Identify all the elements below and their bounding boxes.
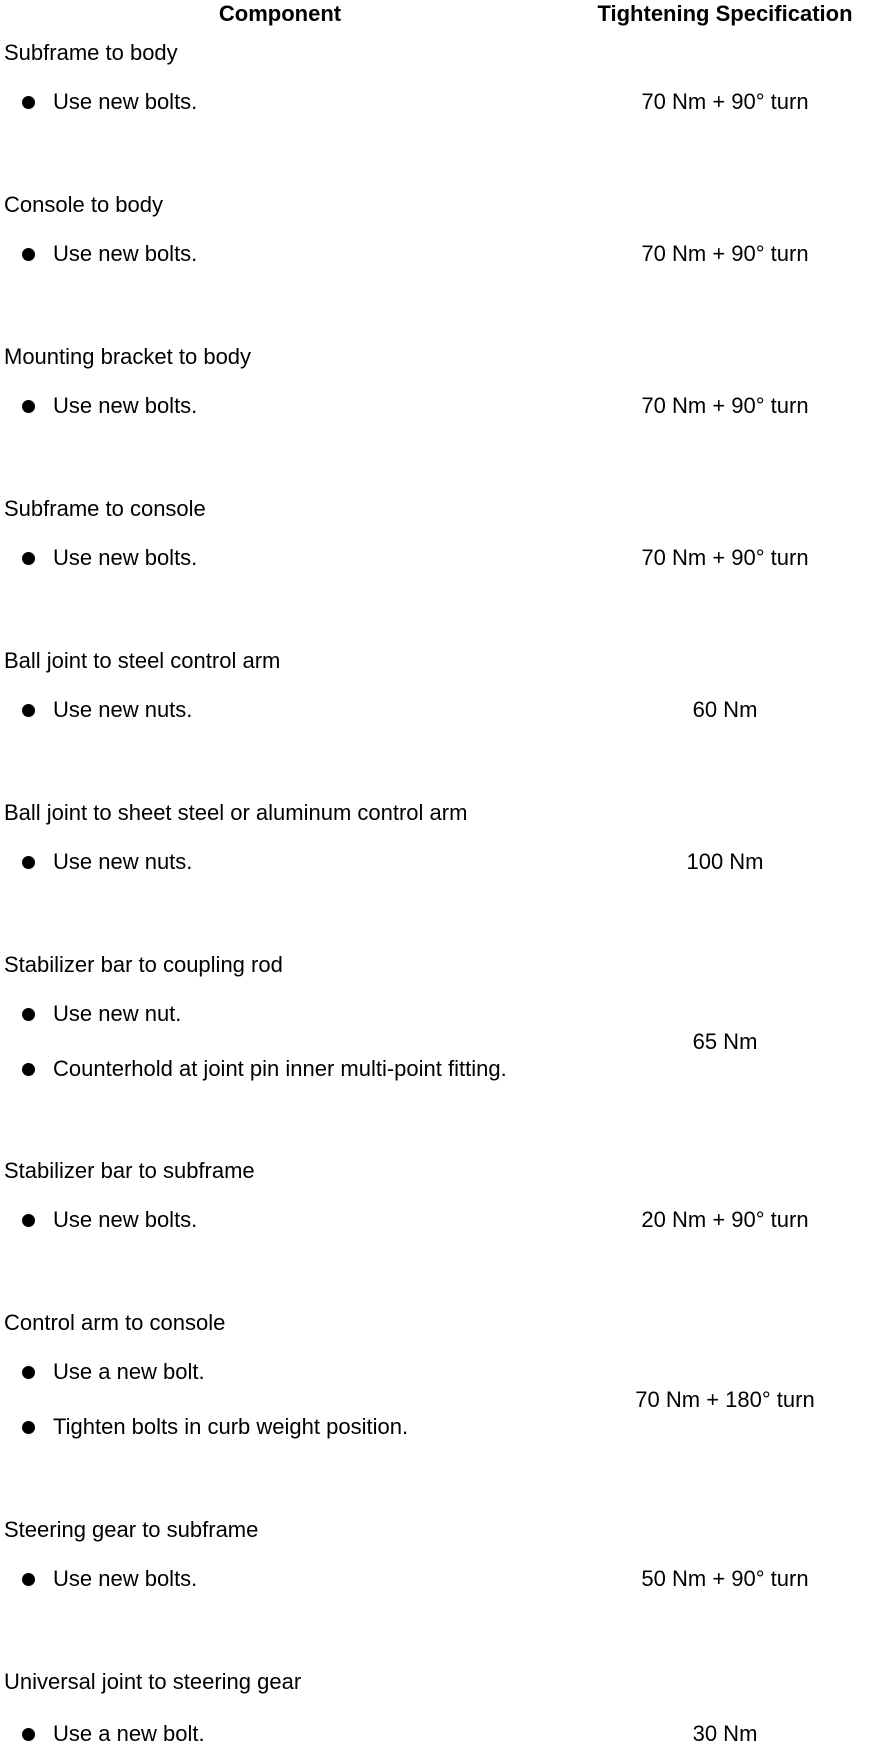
note-item — [0, 1358, 600, 1386]
note-item — [0, 848, 600, 876]
note-text: Use new bolts. — [53, 241, 198, 266]
component-name: Subframe to body — [4, 40, 178, 65]
table-row — [0, 495, 880, 615]
bullet-icon — [22, 96, 35, 109]
note-item — [0, 1055, 600, 1083]
note-item — [0, 1720, 600, 1748]
table-row — [0, 647, 880, 767]
tightening-spec: 70 Nm + 90° turn — [641, 393, 809, 418]
note-text: Use new nut. — [53, 1001, 182, 1026]
note-text: Use a new bolt. — [53, 1359, 205, 1384]
note-item — [0, 696, 600, 724]
tightening-spec: 70 Nm + 90° turn — [641, 89, 809, 114]
note-text: Use new nuts. — [53, 697, 193, 722]
tightening-spec: 65 Nm — [692, 1029, 758, 1054]
note-text: Use new bolts. — [53, 1566, 198, 1591]
tightening-spec: 60 Nm — [692, 697, 758, 722]
tightening-spec: 70 Nm + 180° turn — [635, 1387, 815, 1412]
note-item — [0, 392, 600, 420]
component-name: Subframe to console — [4, 496, 206, 521]
note-text: Use a new bolt. — [53, 1721, 205, 1746]
note-item — [0, 1206, 600, 1234]
component-name: Universal joint to steering gear — [4, 1669, 302, 1694]
tightening-spec: 30 Nm — [692, 1721, 758, 1746]
component-name: Steering gear to subframe — [4, 1517, 259, 1542]
note-text: Tighten bolts in curb weight position. — [53, 1414, 409, 1439]
note-text: Use new bolts. — [53, 393, 198, 418]
note-text: Use new nuts. — [53, 849, 193, 874]
note-item — [0, 1000, 600, 1028]
note-item — [0, 1413, 600, 1441]
note-text: Use new bolts. — [53, 89, 198, 114]
component-name: Stabilizer bar to coupling rod — [4, 952, 283, 977]
note-text: Counterhold at joint pin inner multi-point fitting. — [53, 1056, 507, 1081]
bullet-icon — [22, 1728, 35, 1741]
tightening-spec: 70 Nm + 90° turn — [641, 241, 809, 266]
component-name: Stabilizer bar to subframe — [4, 1158, 255, 1183]
table-row — [0, 1668, 880, 1758]
bullet-icon — [22, 1366, 35, 1379]
component-name: Ball joint to steel control arm — [4, 648, 281, 673]
note-item — [0, 240, 600, 268]
bullet-icon — [22, 856, 35, 869]
bullet-icon — [22, 1214, 35, 1227]
tightening-spec: 20 Nm + 90° turn — [641, 1207, 809, 1232]
table-row — [0, 1309, 880, 1479]
component-name: Ball joint to sheet steel or aluminum control arm — [4, 800, 468, 825]
tightening-spec: 100 Nm — [686, 849, 764, 874]
table-row — [0, 191, 880, 311]
column-header-component: Component — [218, 1, 342, 26]
table-row — [0, 39, 880, 159]
table-row — [0, 951, 880, 1121]
bullet-icon — [22, 400, 35, 413]
note-text: Use new bolts. — [53, 545, 198, 570]
note-item — [0, 544, 600, 572]
table-row — [0, 1516, 880, 1636]
bullet-icon — [22, 1573, 35, 1586]
bullet-icon — [22, 1008, 35, 1021]
column-header-tightening-specification: Tightening Specification — [597, 1, 853, 26]
component-name: Control arm to console — [4, 1310, 226, 1335]
tightening-spec: 70 Nm + 90° turn — [641, 545, 809, 570]
table-header — [0, 0, 880, 30]
bullet-icon — [22, 1063, 35, 1076]
note-item — [0, 88, 600, 116]
bullet-icon — [22, 248, 35, 261]
tightening-spec: 50 Nm + 90° turn — [641, 1566, 809, 1591]
table-row — [0, 343, 880, 463]
note-item — [0, 1565, 600, 1593]
table-row — [0, 1157, 880, 1277]
bullet-icon — [22, 704, 35, 717]
bullet-icon — [22, 552, 35, 565]
note-text: Use new bolts. — [53, 1207, 198, 1232]
component-name: Console to body — [4, 192, 163, 217]
table-row — [0, 799, 880, 919]
component-name: Mounting bracket to body — [4, 344, 252, 369]
bullet-icon — [22, 1421, 35, 1434]
